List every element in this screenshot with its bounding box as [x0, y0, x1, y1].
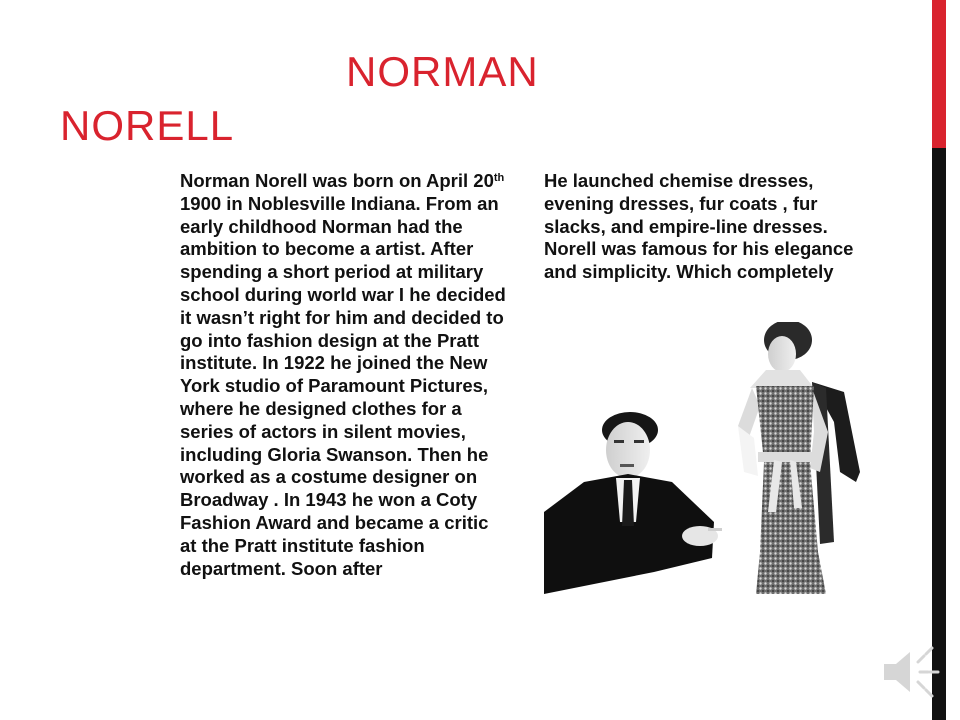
accent-bar-black	[932, 148, 946, 720]
speaker-icon[interactable]	[878, 640, 942, 704]
photo-collage	[544, 322, 880, 594]
photo-collage-image	[544, 322, 880, 594]
biography-text-right: He launched chemise dresses, evening dresses, fur coats , fur slacks, and empire-line dresses. Norell was famous for his elegance and simplicity. Which completely	[544, 170, 854, 283]
accent-bar-red	[932, 0, 946, 148]
model-figure	[738, 322, 860, 594]
norell-portrait	[544, 412, 722, 594]
title-line-1: NORMAN	[346, 48, 539, 95]
bio-text-rest: 1900 in Noblesville Indiana. From an early childhood Norman had the ambition to become a artist. After spending a short period at military school during world war I he decided it wasn’t right for him and decided to go into fashion design at the Pratt institute. In 1922 he joined the New York studio of Paramount Pictures, where he designed clothes for a series of actors in silent movies, including Gloria Swanson. Then he worked as a costume designer on Broadway . In 1943 he won a Coty Fashion Award and became a critic at the Pratt institute fashion department. Soon after	[180, 192, 506, 579]
title-line-2: NORELL	[60, 102, 235, 149]
biography-text-left	[180, 170, 510, 720]
bio-text-start: Norman Norell was born on April 20	[180, 170, 494, 191]
bio-text-superscript: th	[493, 172, 505, 184]
